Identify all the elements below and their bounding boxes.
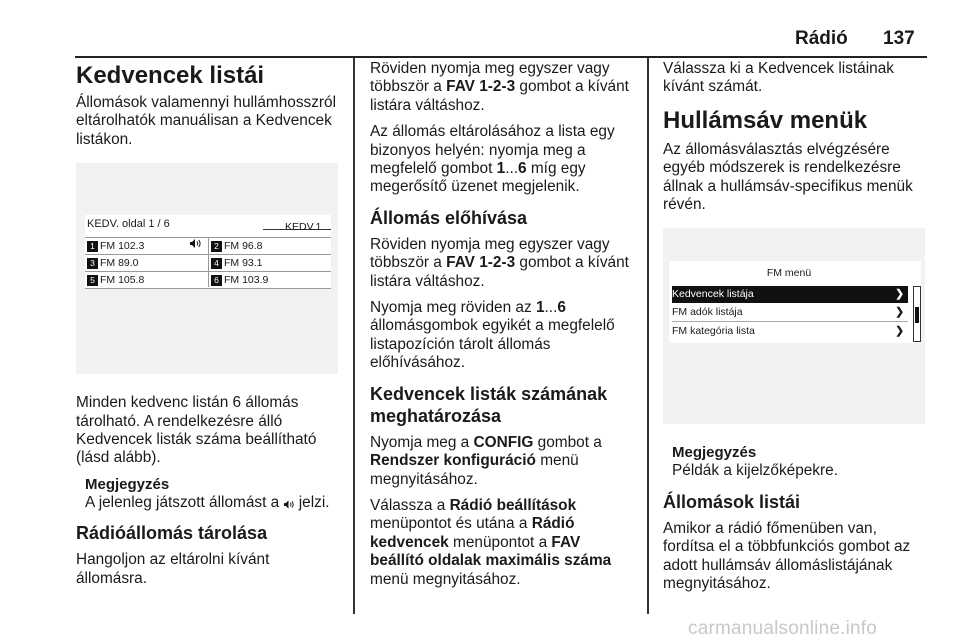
paragraph: Röviden nyomja meg egyszer vagy többször a FAV 1-2-3 gombot a kívánt listára váltáshoz. (370, 235, 629, 290)
heading-band-menus: Hullámsáv menük (663, 106, 868, 134)
paragraph: Az állomás eltárolásához a lista egy bizonyos helyén: nyomja meg a megfelelő gombot 1...6 míg egy megerősítő üzenet megjelenik. (370, 123, 615, 196)
paragraph: Röviden nyomja meg egyszer vagy többször a FAV 1-2-3 gombot a kívánt listára váltáshoz. (370, 60, 629, 114)
screen-title: KEDV. oldal 1 / 6 (87, 218, 170, 231)
preset-3 (87, 255, 139, 271)
list-badge: KEDV.1 (285, 221, 322, 234)
heading-station-lists: Állomások listái (663, 491, 801, 512)
menu-item-label: FM kategória lista (672, 325, 755, 338)
paragraph: Nyomja meg a CONFIG gombot a Rendszer konfiguráció menü megnyitásához. (370, 433, 602, 488)
column-divider (647, 58, 649, 614)
heading-favourite-lists: Kedvencek listái (76, 62, 265, 89)
preset-label: FM 93.1 (224, 257, 263, 270)
note (76, 476, 344, 512)
column-1 (76, 60, 344, 596)
menu-item-fm-categories (672, 323, 908, 340)
note-text-a: A jelenleg játszott állomást a (85, 493, 284, 511)
preset-5 (87, 272, 144, 288)
column-2 (370, 60, 638, 597)
note-text: Példák a kijelzőképekre. (672, 462, 838, 480)
preset-4 (211, 255, 263, 271)
playing-speaker-icon (189, 238, 201, 254)
note-heading: Megjegyzés (672, 444, 757, 462)
scrollbar-thumb (915, 307, 919, 323)
paragraph: Állomások valamennyi hullámhosszról eltárolhatók manuálisan a Kedvencek listákon. (76, 94, 337, 148)
page-header (0, 22, 960, 52)
note-text-b: jelzi. (294, 493, 330, 511)
favourites-screen-figure (76, 163, 338, 374)
row-divider (85, 288, 331, 289)
header-rule (75, 56, 927, 58)
menu-scrollbar (913, 286, 921, 342)
preset-label: FM 89.0 (100, 257, 139, 270)
chevron-right-icon: ❯ (895, 325, 904, 338)
heading-recall-station: Állomás előhívása (370, 207, 528, 228)
note-text (85, 494, 344, 512)
preset-number: 5 (87, 275, 98, 286)
preset-label: FM 103.9 (224, 274, 269, 287)
preset-2 (211, 238, 263, 254)
preset-label: FM 96.8 (224, 240, 263, 253)
preset-number: 3 (87, 258, 98, 269)
menu-item-label: FM adók listája (672, 306, 743, 319)
preset-number: 2 (211, 241, 222, 252)
preset-label: FM 105.8 (100, 274, 145, 287)
fm-menu-screen-figure (663, 228, 925, 424)
chevron-right-icon: ❯ (895, 306, 904, 319)
preset-number: 4 (211, 258, 222, 269)
note-heading: Megjegyzés (85, 475, 170, 493)
section-title: Rádió (795, 28, 848, 49)
preset-number: 6 (211, 275, 222, 286)
paragraph: Válassza a Rádió beállítások menüpontot és utána a Rádió kedvencek menüpontot a FAV beállító oldalak maximális száma menü megnyitásához. (370, 496, 612, 588)
page-number: 137 (883, 28, 915, 49)
preset-number: 1 (87, 241, 98, 252)
paragraph: Nyomja meg röviden az 1...6 állomásgombok egyikét a megfelelő listapozíción tárolt állomás előhívásához. (370, 299, 615, 372)
paragraph: Hangoljon az eltárolni kívánt állomásra. (76, 551, 270, 587)
preset-6 (211, 272, 268, 288)
chevron-right-icon: ❯ (895, 288, 904, 301)
paragraph: Amikor a rádió főmenüben van, fordítsa el a többfunkciós gombot az adott hullámsáv állomáslistájának megnyitásához. (663, 519, 911, 593)
note (663, 444, 931, 480)
paragraph: Válassza ki a Kedvencek listáinak kívánt számát. (663, 60, 894, 96)
paragraph: Az állomásválasztás elvégzésére egyéb módszerek is rendelkezésre állnak a hullámsáv-specifikus menük révén. (663, 140, 913, 214)
menu-item-label: Kedvencek listája (672, 288, 754, 301)
fm-menu-screen (669, 261, 921, 343)
menu-separator (672, 321, 908, 322)
favourites-screen (85, 215, 331, 289)
preset-label: FM 102.3 (100, 240, 145, 253)
paragraph: Minden kedvenc listán 6 állomás tárolható. A rendelkezésre álló Kedvencek listák száma beállítható (lásd alább). (76, 394, 317, 467)
column-3 (663, 60, 931, 601)
cell-divider (208, 237, 209, 287)
heading-number-of-lists: Kedvencek listák számának meghatározása (370, 383, 608, 426)
heading-store-station: Rádióállomás tárolása (76, 523, 268, 544)
menu-item-fm-stations (672, 304, 908, 321)
menu-title: FM menü (766, 267, 812, 280)
watermark: carmanualsonline.info (688, 618, 878, 639)
speaker-icon (283, 497, 294, 508)
menu-item-favourites (672, 286, 908, 303)
preset-1 (87, 238, 144, 254)
column-divider (353, 58, 355, 614)
